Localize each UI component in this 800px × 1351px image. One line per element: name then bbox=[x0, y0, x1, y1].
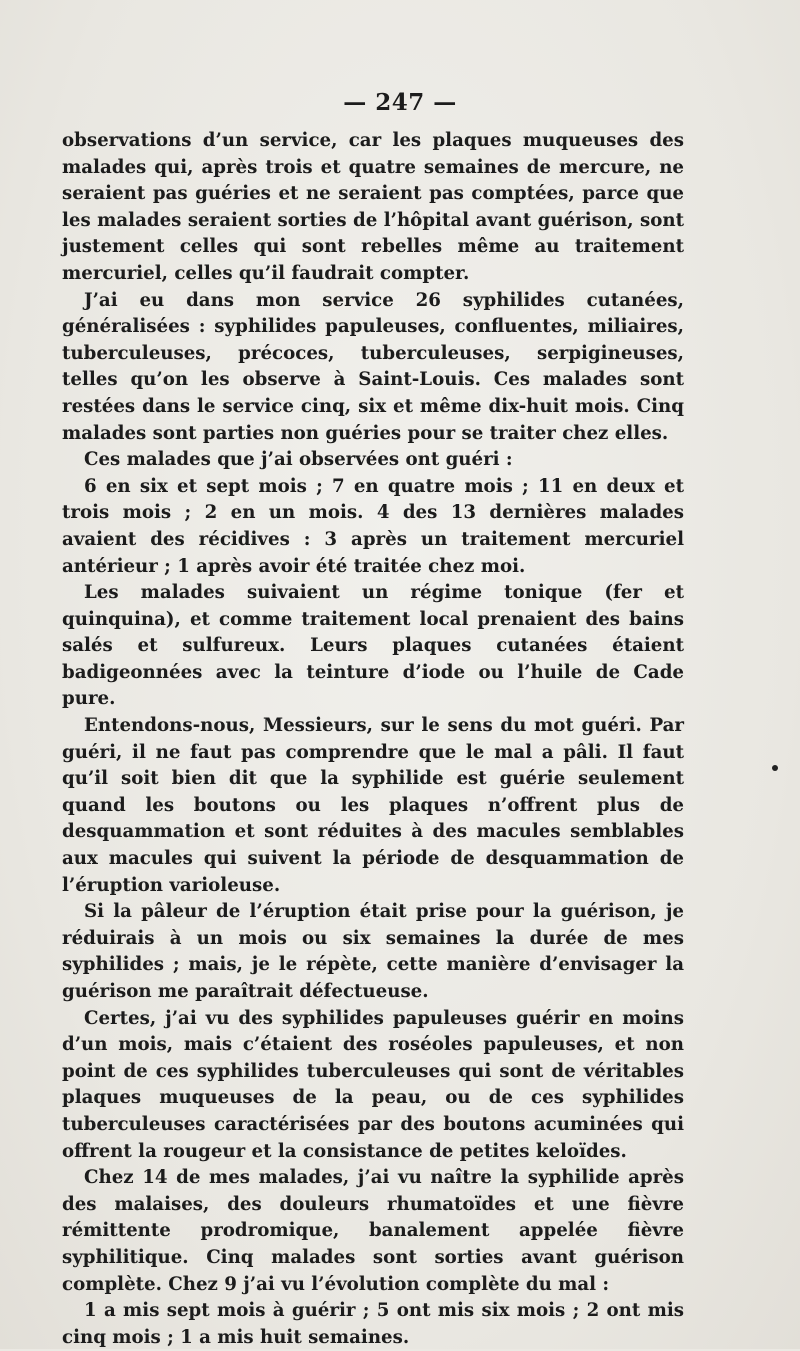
paragraph-1: observations d’un service, car les plaques muqueuses des malades qui, après trois et quatre semaines de mercure, ne seraient pas guéries et ne seraient pas comptées, parce que les malades seraient sorties de l’hôpital avant guérison, sont justement celles qui sont rebelles même au traitement mercuriel, celles qu’il faudrait compter. bbox=[62, 130, 684, 284]
paragraph-5: Les malades suivaient un régime tonique (fer et quinquina), et comme traitement local prenaient des bains salés et sulfureux. Leurs plaques cutanées étaient badigeonnées avec la teinture d’iode ou l’huile de Cade pure. bbox=[62, 582, 684, 710]
ink-speck bbox=[772, 765, 778, 771]
paragraph-7: Si la pâleur de l’éruption était prise pour la guérison, je réduirais à un mois ou six semaines la durée de mes syphilides ; mais, je le répète, cette manière d’envisager la guérison me paraîtrait défectueuse. bbox=[62, 901, 684, 1002]
paragraph-3: Ces malades que j’ai observées ont guéri : bbox=[84, 449, 513, 471]
paragraph-8: Certes, j’ai vu des syphilides papuleuses guérir en moins d’un mois, mais c’étaient des roséoles papuleuses, et non point de ces syphilides tuberculeuses qui sont de véritables plaques muqueuses de la peau, ou de ces syphilides tuberculeuses caractérisées par des boutons acuminées qui offrent la rougeur et la consistance de petites keloïdes. bbox=[62, 1007, 684, 1162]
paragraph-9: Chez 14 de mes malades, j’ai vu naître la syphilide après des malaises, des douleurs rhumatoïdes et une fièvre rémittente prodromique, banalement appelée fièvre syphilitique. Cinq malades sont sorties avant guérison complète. Chez 9 j’ai vu l’évolution complète du mal : bbox=[62, 1167, 684, 1295]
paragraph-2: J’ai eu dans mon service 26 syphilides cutanées, généralisées : syphilides papuleuses, confluentes, miliaires, tuberculeuses, précoces, tuberculeuses, serpigineuses, telles qu’on les observe à Saint-Louis. Ces malades sont restées dans le service cinq, six et même dix-huit mois. Cinq malades sont parties non guéries pour se traiter chez elles. bbox=[62, 289, 684, 444]
page-number: — 247 — bbox=[343, 89, 457, 116]
paragraph-6: Entendons-nous, Messieurs, sur le sens du mot guéri. Par guéri, il ne faut pas comprendre que le mal a pâli. Il faut qu’il soit bien dit que la syphilide est guérie seulement quand les boutons ou les plaques n’offrent plus de desquammation et sont réduites à des macules semblables aux macules qui suivent la période de desquammation de l’éruption varioleuse. bbox=[62, 715, 684, 896]
body-text bbox=[62, 128, 684, 1351]
paragraph-4: 6 en six et sept mois ; 7 en quatre mois ; 11 en deux et trois mois ; 2 en un mois. 4 des 13 dernières malades avaient des récidives : 3 après un traitement mercuriel antérieur ; 1 après avoir été traitée chez moi. bbox=[62, 475, 684, 577]
paragraph-10: 1 a mis sept mois à guérir ; 5 ont mis six mois ; 2 ont mis cinq mois ; 1 a mis huit semaines. bbox=[62, 1300, 684, 1348]
